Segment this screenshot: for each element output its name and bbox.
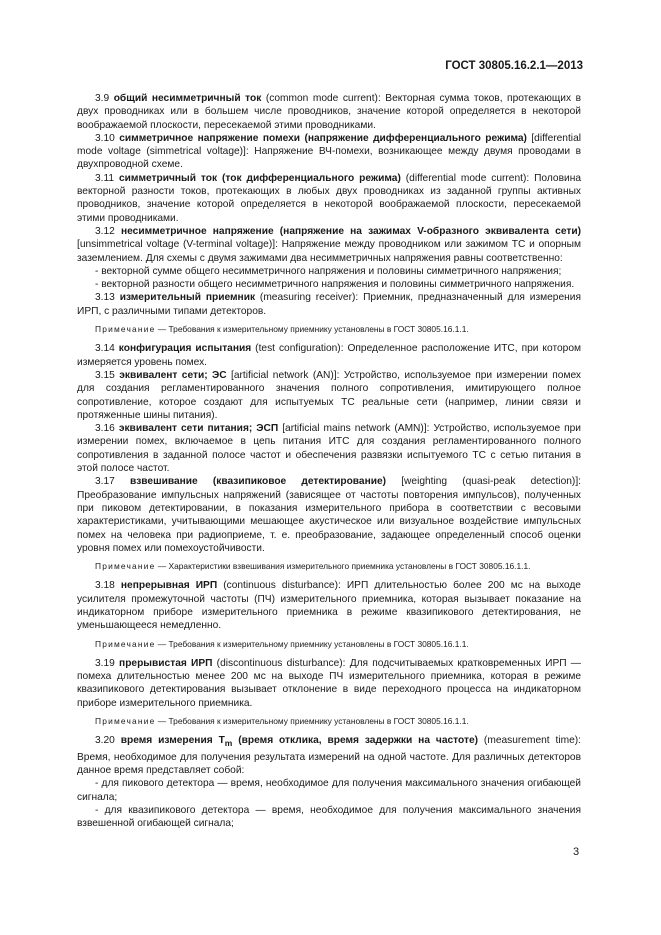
term-definition: [unsimmetrical voltage (V-terminal voltage)]: Напряжение между проводником или зажимом ТС и опорным заземлением. Для схемы с двумя зажимами два несимметричных напряжения равны соответственно: (77, 239, 581, 264)
note (77, 638, 581, 651)
term-definition: (differential mode current): Половина векторной разности токов, протекающих в любых двух проводниках из заданной группы активных проводников, значение которой определяется в некоторой воображаемой плоскости, пересекаемой этими проводниками. (77, 172, 581, 224)
term-3-15 (77, 369, 581, 422)
term-name: прерывистая ИРП (119, 657, 213, 669)
note (77, 323, 581, 336)
list-item: - для пикового детектора — время, необходимое для получения максимального значения огибающей сигнала; (77, 778, 581, 803)
term-name-part: (время отклика, время задержки на частоте) (232, 735, 479, 747)
note-text: — Требования к измерительному приемнику установлены в ГОСТ 30805.16.1.1. (155, 324, 469, 335)
clause-number: 3.20 (95, 735, 115, 747)
term-3-13 (77, 291, 581, 318)
term-definition: (discontinuous disturbance): Для подсчитываемых кратковременных ИРП — помеха длительностью менее 200 мс на выходе ПЧ измерительного приемника, которая в режиме квазипикового детектирования вызывает отклонение в виде переходного процесса на индикаторном приборе измерительного приемника. (77, 657, 581, 709)
term-3-9 (77, 92, 581, 132)
clause-number: 3.15 (95, 369, 115, 381)
term-name: симметричный ток (ток дифференциального режима) (118, 172, 401, 184)
note-text: — Требования к измерительному приемнику установлены в ГОСТ 30805.16.1.1. (155, 716, 469, 727)
clause-number: 3.19 (95, 657, 115, 669)
note-label: Примечание (95, 324, 156, 335)
document-header: ГОСТ 30805.16.2.1—2013 (445, 60, 583, 72)
note-label: Примечание (95, 638, 156, 649)
note (77, 715, 581, 728)
document-body (77, 87, 581, 830)
term-definition: [differential mode voltage (simmetrical voltage)]: Напряжение ВЧ-помехи, возникающее между двумя проводами в двухпроводной схеме. (77, 132, 581, 171)
clause-number: 3.17 (95, 476, 115, 488)
term-name: эквивалент сети питания; ЭСП (118, 423, 279, 435)
page-number: 3 (573, 846, 580, 858)
note-label: Примечание (95, 561, 156, 572)
clause-number: 3.10 (95, 132, 115, 144)
list-item: - векторной сумме общего несимметричного напряжения и половины симметричного напряжения; (95, 265, 562, 277)
term-definition: [artificial network (AN)]: Устройство, используемое при измерении помех для создания регламентированного значения полного сопротивления, имитирующего полное сопротивление, которое создают для испытуемых ТС реальные сети (например, линии связи и протяженные шины питания). (77, 369, 581, 421)
term-3-12 (77, 225, 581, 265)
term-name: непрерывная ИРП (120, 580, 218, 592)
term-3-18 (77, 579, 581, 632)
clause-number: 3.12 (95, 225, 115, 237)
term-name: взвешивание (квазипиковое детектирование) (129, 476, 387, 488)
clause-number: 3.9 (95, 93, 110, 104)
clause-number: 3.14 (95, 343, 115, 355)
term-3-17 (77, 475, 581, 555)
term-subscript: m (224, 738, 233, 749)
term-3-16 (77, 422, 581, 475)
term-name: эквивалент сети; ЭС (119, 369, 227, 381)
term-name (120, 735, 479, 749)
term-name: измерительный приемник (119, 292, 256, 304)
term-definition: [artificial mains network (AMN)]: Устройство, используемое при измерении помех, включаемое в цепь питания ИТС для создания регламентированного полного сопротивления в заданной полосе частот и обеспечения развязки испытуемого ТС с сетью питания в этой полосе частот. (77, 423, 581, 475)
term-3-11 (77, 172, 581, 225)
term-definition: (measurement time): Время, необходимое для получения результата измерений на одной частоте. Для различных детекторов данное время представляет собой: (77, 735, 581, 776)
term-name: конфигурация испытания (118, 343, 252, 355)
term-name: общий несимметричный ток (113, 93, 262, 104)
note-label: Примечание (95, 716, 156, 727)
term-name: симметричное напряжение помехи (напряжение дифференциального режима) (119, 132, 527, 144)
term-definition: [weighting (quasi-peak detection)]: Преобразование импульсных напряжений (зависящее от частоты повторения импульсов), полученных при пиковом детектировании, в показания измерительного прибора в соответствии с весовыми характеристиками, учитывающими мешающее акустическое или визуальное воздействие импульсных помех на человека при радиоприеме, т. е. преобразование, задающее определенный способ оценки уровня помех или помехоустойчивости. (77, 476, 581, 554)
term-definition: (measuring receiver): Приемник, предназначенный для измерения ИРП, с различными типами детекторов. (77, 292, 581, 317)
term-3-10 (77, 132, 581, 172)
clause-number: 3.18 (95, 580, 115, 592)
term-definition: (continuous disturbance): ИРП длительностью более 200 мс на выходе усилителя промежуточной частоты (ПЧ) измерительного приемника, которая вызывает показание на индикаторном приборе измерительного приемника в режиме квазипикового детектирования, не уменьшающееся немедленно. (77, 580, 581, 632)
clause-number: 3.11 (95, 172, 115, 184)
term-3-14 (77, 342, 581, 369)
note-text: — Характеристики взвешивания измерительного приемника установлены в ГОСТ 30805.16.1.1. (155, 561, 531, 572)
clause-number: 3.16 (95, 423, 115, 435)
term-3-19 (77, 657, 581, 710)
list-item: - для квазипикового детектора — время, необходимое для получения максимального значения взвешенной огибающей сигнала; (77, 804, 581, 830)
term-definition: (common mode current): Векторная сумма токов, протекающих в двух проводниках или в большем числе проводников, значение которой определяется в некоторой воображаемой плоскости, пересекаемой этими проводниками. (77, 93, 581, 131)
note-text: — Требования к измерительному приемнику установлены в ГОСТ 30805.16.1.1. (155, 638, 469, 649)
term-name-part: время измерения T (120, 735, 225, 747)
term-3-20 (77, 734, 581, 777)
term-definition: (test configuration): Определенное расположение ИТС, при котором измеряется уровень помех. (77, 343, 581, 368)
list-item: - векторной разности общего несимметричного напряжения и половины симметричного напряжения. (95, 279, 575, 291)
term-name: несимметричное напряжение (напряжение на зажимах V-образного эквивалента сети) (120, 225, 581, 237)
note (77, 560, 581, 573)
clause-number: 3.13 (95, 292, 115, 304)
